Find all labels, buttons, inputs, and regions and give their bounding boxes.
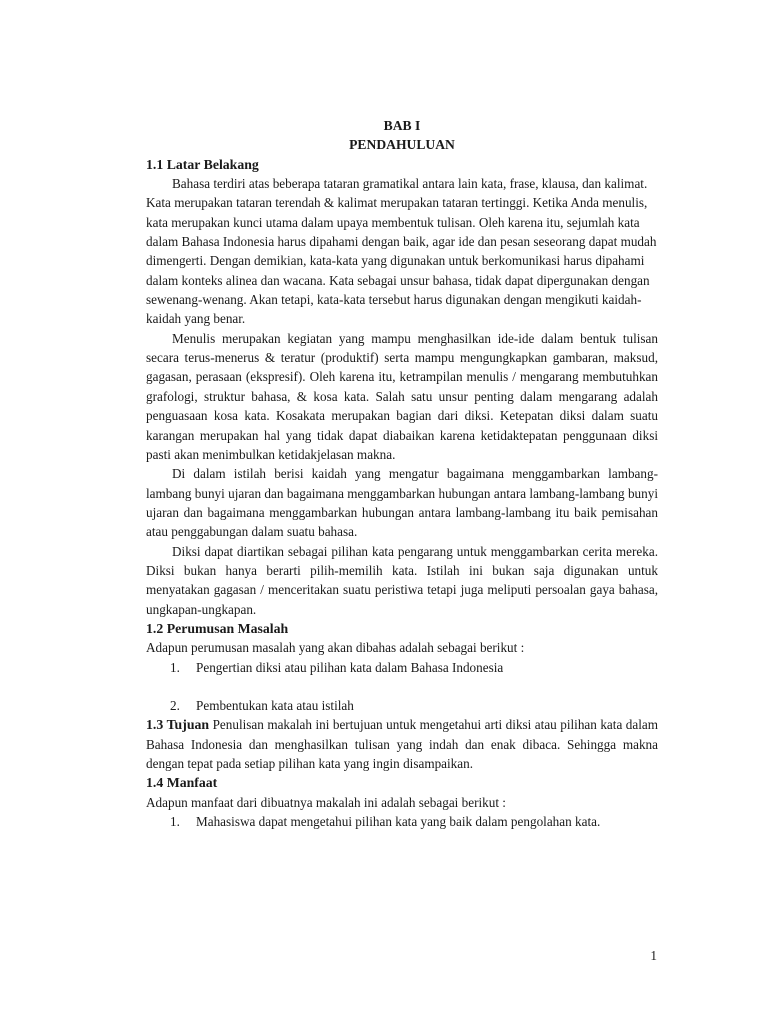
section-heading-perumusan-masalah: 1.2 Perumusan Masalah — [146, 620, 289, 636]
section-heading-tujuan: 1.3 Tujuan — [146, 717, 210, 733]
list-text: Mahasiswa dapat mengetahui pilihan kata yang baik dalam pengolahan kata. — [196, 814, 601, 830]
paragraph-perumusan-intro: Adapun perumusan masalah yang akan dibahas adalah sebagai berikut : — [146, 640, 525, 656]
list-item — [146, 812, 658, 831]
spacer — [146, 677, 658, 696]
paragraph-tujuan: Penulisan makalah ini bertujuan untuk mengetahui arti diksi atau pilihan kata dalam Bahasa Indonesia dan menghasilkan tulisan yang indah dan enak dibaca. Sehingga makna dengan tepat pada setiap pilihan kata yang ingin disampaikan. — [146, 717, 659, 771]
list-item — [146, 696, 658, 715]
page-number: 1 — [650, 948, 657, 963]
paragraph-latar-belakang-4: Diksi dapat diartikan sebagai pilihan kata pengarang untuk menggambarkan cerita mereka. Diksi bukan hanya berarti pilih-memilih kata. Istilah ini bukan saja digunakan untuk menyatakan gagasan / menceritakan suatu peristiwa tetapi juga meliputi persoalan gaya bahasa, ungkapan-ungkapan. — [146, 543, 658, 617]
list-number: 1. — [170, 814, 180, 830]
list-item — [146, 658, 658, 677]
section-heading-manfaat: 1.4 Manfaat — [146, 775, 218, 791]
section-heading-latar-belakang: 1.1 Latar Belakang — [146, 156, 259, 172]
paragraph-latar-belakang-3: Di dalam istilah berisi kaidah yang mengatur bagaimana menggambarkan lambang-lambang bunyi ujaran dan bagaimana menggambarkan hubungan antara lambang-lambang bunyi ujaran dan bagaimana menggambarkan hubungan antara lambang-lambang itu baik pemisahan atau penggabungan dalam suatu bahasa. — [146, 466, 658, 540]
page-content — [146, 116, 658, 831]
list-number: 1. — [170, 659, 180, 675]
paragraph-manfaat-intro: Adapun manfaat dari dibuatnya makalah ini adalah sebagai berikut : — [146, 794, 506, 810]
list-text: Pengertian diksi atau pilihan kata dalam Bahasa Indonesia — [196, 659, 504, 675]
paragraph-latar-belakang-1: Bahasa terdiri atas beberapa tataran gramatikal antara lain kata, frase, klausa, dan kalimat. Kata merupakan tataran terendah & kalimat merupakan tataran tertinggi. Ketika Anda menulis, kata merupakan kunci utama dalam upaya membentuk tulisan. Oleh karena itu, sejumlah kata dalam Bahasa Indonesia harus dipahami dengan baik, agar ide dan pesan seseorang dapat mudah dimengerti. Dengan demikian, kata-kata yang digunakan untuk berkomunikasi harus dipahami dalam konteks alinea dan wacana. Kata sebagai unsur bahasa, tidak dapat dipergunakan dengan sewenang-wenang. Akan tetapi, kata-kata tersebut harus digunakan dengan mengikuti kaidah-kaidah yang benar. — [146, 176, 657, 327]
list-text: Pembentukan kata atau istilah — [196, 697, 354, 713]
paragraph-latar-belakang-2: Menulis merupakan kegiatan yang mampu menghasilkan ide-ide dalam bentuk tulisan secara terus-menerus & teratur (produktif) serta mampu mengungkapkan gambaran, maksud, gagasan, perasaan (ekspresif). Oleh karena itu, ketrampilan menulis / mengarang membutuhkan grafologi, struktur bahasa, & kosa kata. Salah satu unsur penting dalam mengarang adalah penguasaan kosa kata. Kosakata merupakan bagian dari diksi. Ketepatan diksi dalam suatu karangan merupakan hal yang tidak dapat diabaikan karena ketidaktepatan penggunaan diksi pasti akan menimbulkan ketidakjelasan makna. — [146, 330, 658, 462]
list-number: 2. — [170, 697, 180, 713]
section-tujuan — [146, 715, 658, 773]
chapter-number: BAB I — [383, 118, 421, 133]
chapter-title: PENDAHULUAN — [349, 137, 455, 153]
